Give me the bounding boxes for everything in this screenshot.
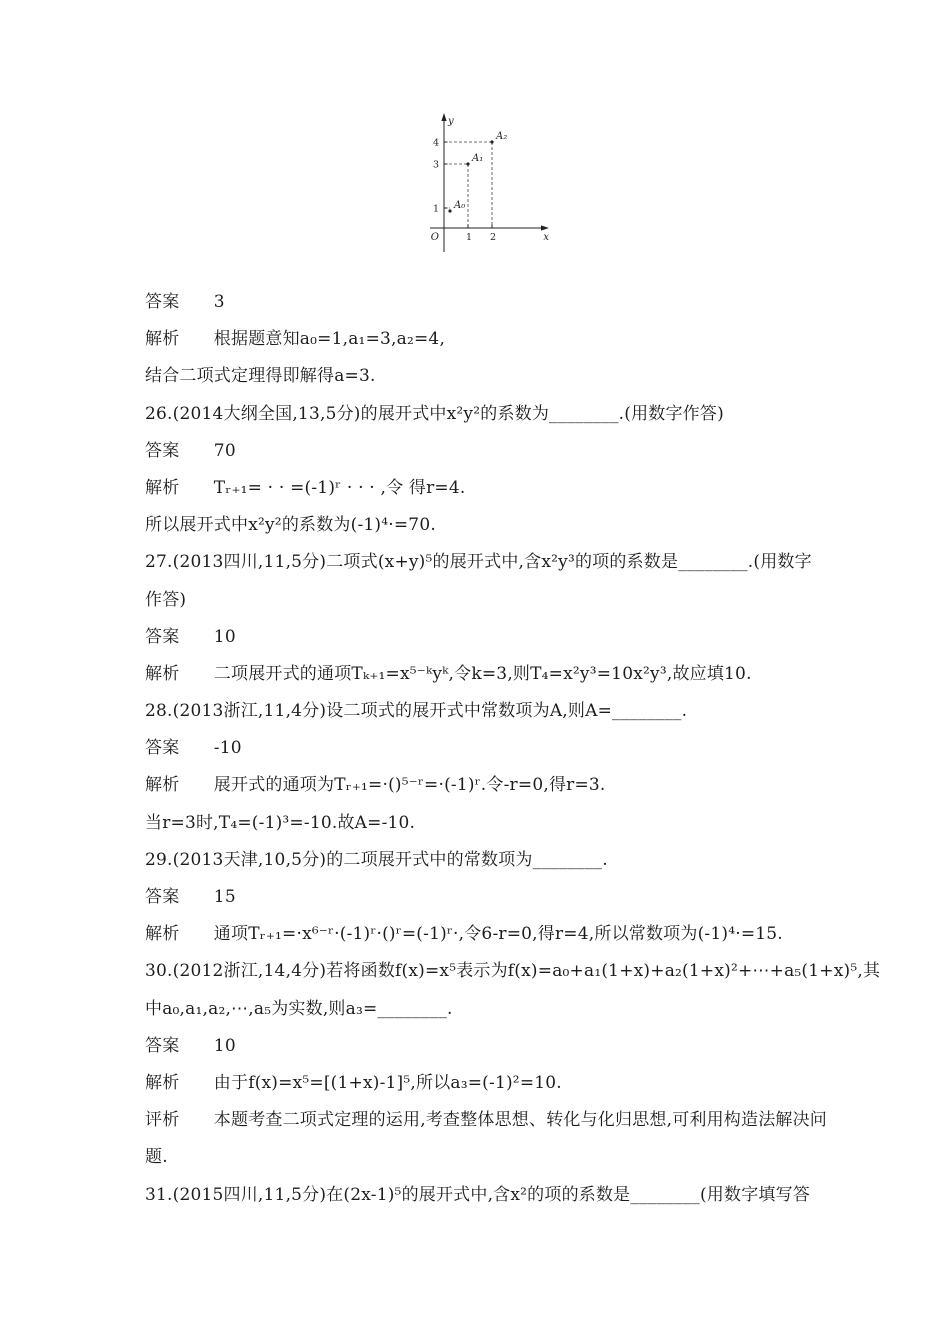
- dashed-guides: [444, 142, 492, 228]
- point-label-a0: A₀: [454, 200, 466, 211]
- answer-line: 答案 15: [145, 887, 236, 907]
- coordinate-graph: [410, 112, 570, 264]
- analysis-line: 解析 通项Tᵣ₊₁=·x⁶⁻ʳ·(-1)ʳ·()ʳ=(-1)ʳ·,令6-r=0,得r=4,所以常数项为(-1)⁴·=15.: [145, 924, 783, 945]
- x-tick-2: 2: [490, 232, 497, 243]
- question-line-29: 29.(2013天津,10,5分)的二项展开式中的常数项为________.: [145, 849, 608, 870]
- answer-line: 答案 -10: [145, 738, 242, 759]
- x-axis-arrow-icon: [541, 225, 549, 230]
- graph-labels: [431, 116, 550, 243]
- text-content: [145, 284, 881, 1214]
- point-a0: [448, 209, 451, 212]
- answer-line: 答案 10: [145, 626, 236, 647]
- continuation-line: 结合二项式定理得即解得a=3.: [145, 366, 376, 387]
- analysis-line: 解析 根据题意知a₀=1,a₁=3,a₂=4,: [145, 329, 446, 350]
- continuation-line: 当r=3时,T₄=(-1)³=-10.故A=-10.: [145, 812, 416, 833]
- y-tick-4: 4: [432, 137, 439, 149]
- point-a2: [490, 140, 493, 143]
- continuation-line: 作答): [145, 589, 187, 610]
- x-tick-1: 1: [466, 232, 473, 243]
- analysis-line: 解析 二项展开式的通项Tₖ₊₁=x⁵⁻ᵏyᵏ,令k=3,则T₄=x²y³=10x²y³,故应填10.: [145, 663, 752, 684]
- question-line-27: 27.(2013四川,11,5分)二项式(x+y)⁵的展开式中,含x²y³的项的系数是________.(用数字: [145, 552, 812, 573]
- point-label-a2: A₂: [496, 131, 508, 142]
- continuation-line: 所以展开式中x²y²的系数为(-1)⁴·=70.: [145, 515, 436, 536]
- analysis-line: 解析 由于f(x)=x⁵=[(1+x)-1]⁵,所以a₃=(-1)²=10.: [145, 1072, 562, 1093]
- point-label-a1: A₁: [472, 153, 484, 164]
- answer-line: 答案 10: [145, 1035, 236, 1056]
- question-line-26: 26.(2014大纲全国,13,5分)的展开式中x²y²的系数为________.(用数字作答): [145, 403, 724, 424]
- remark-line: 评析 本题考查二项式定理的运用,考查整体思想、转化与化归思想,可利用构造法解决问: [145, 1110, 828, 1131]
- question-line-28: 28.(2013浙江,11,4分)设二项式的展开式中常数项为A,则A=________.: [145, 701, 688, 722]
- point-a1: [466, 162, 469, 165]
- y-axis-arrow-icon: [441, 113, 446, 121]
- question-line-31: 31.(2015四川,11,5分)在(2x-1)⁵的展开式中,含x²的项的系数是________(用数字填写答: [145, 1184, 811, 1205]
- x-axis-label: x: [543, 232, 549, 243]
- answer-line: 答案 3: [145, 292, 225, 312]
- answer-line: 答案 70: [145, 440, 236, 461]
- origin-label: O: [430, 232, 439, 243]
- question-line-30: 30.(2012浙江,14,4分)若将函数f(x)=x⁵表示为f(x)=a₀+a₁(1+x)+a₂(1+x)²+⋯+a₅(1+x)⁵,其: [145, 961, 881, 982]
- analysis-line: 解析 展开式的通项为Tᵣ₊₁=·()⁵⁻ʳ=·(-1)ʳ.令-r=0,得r=3.: [145, 775, 606, 796]
- figure-container: [410, 112, 570, 264]
- continuation-line: 中a₀,a₁,a₂,⋯,a₅为实数,则a₃=________.: [145, 998, 453, 1019]
- analysis-line: 解析 Tᵣ₊₁= · · =(-1)ʳ · · · ,令 得r=4.: [145, 477, 466, 498]
- continuation-line: 题.: [145, 1147, 168, 1168]
- y-tick-1: 1: [432, 203, 439, 215]
- y-tick-3: 3: [432, 159, 439, 171]
- y-axis-label: y: [448, 116, 454, 127]
